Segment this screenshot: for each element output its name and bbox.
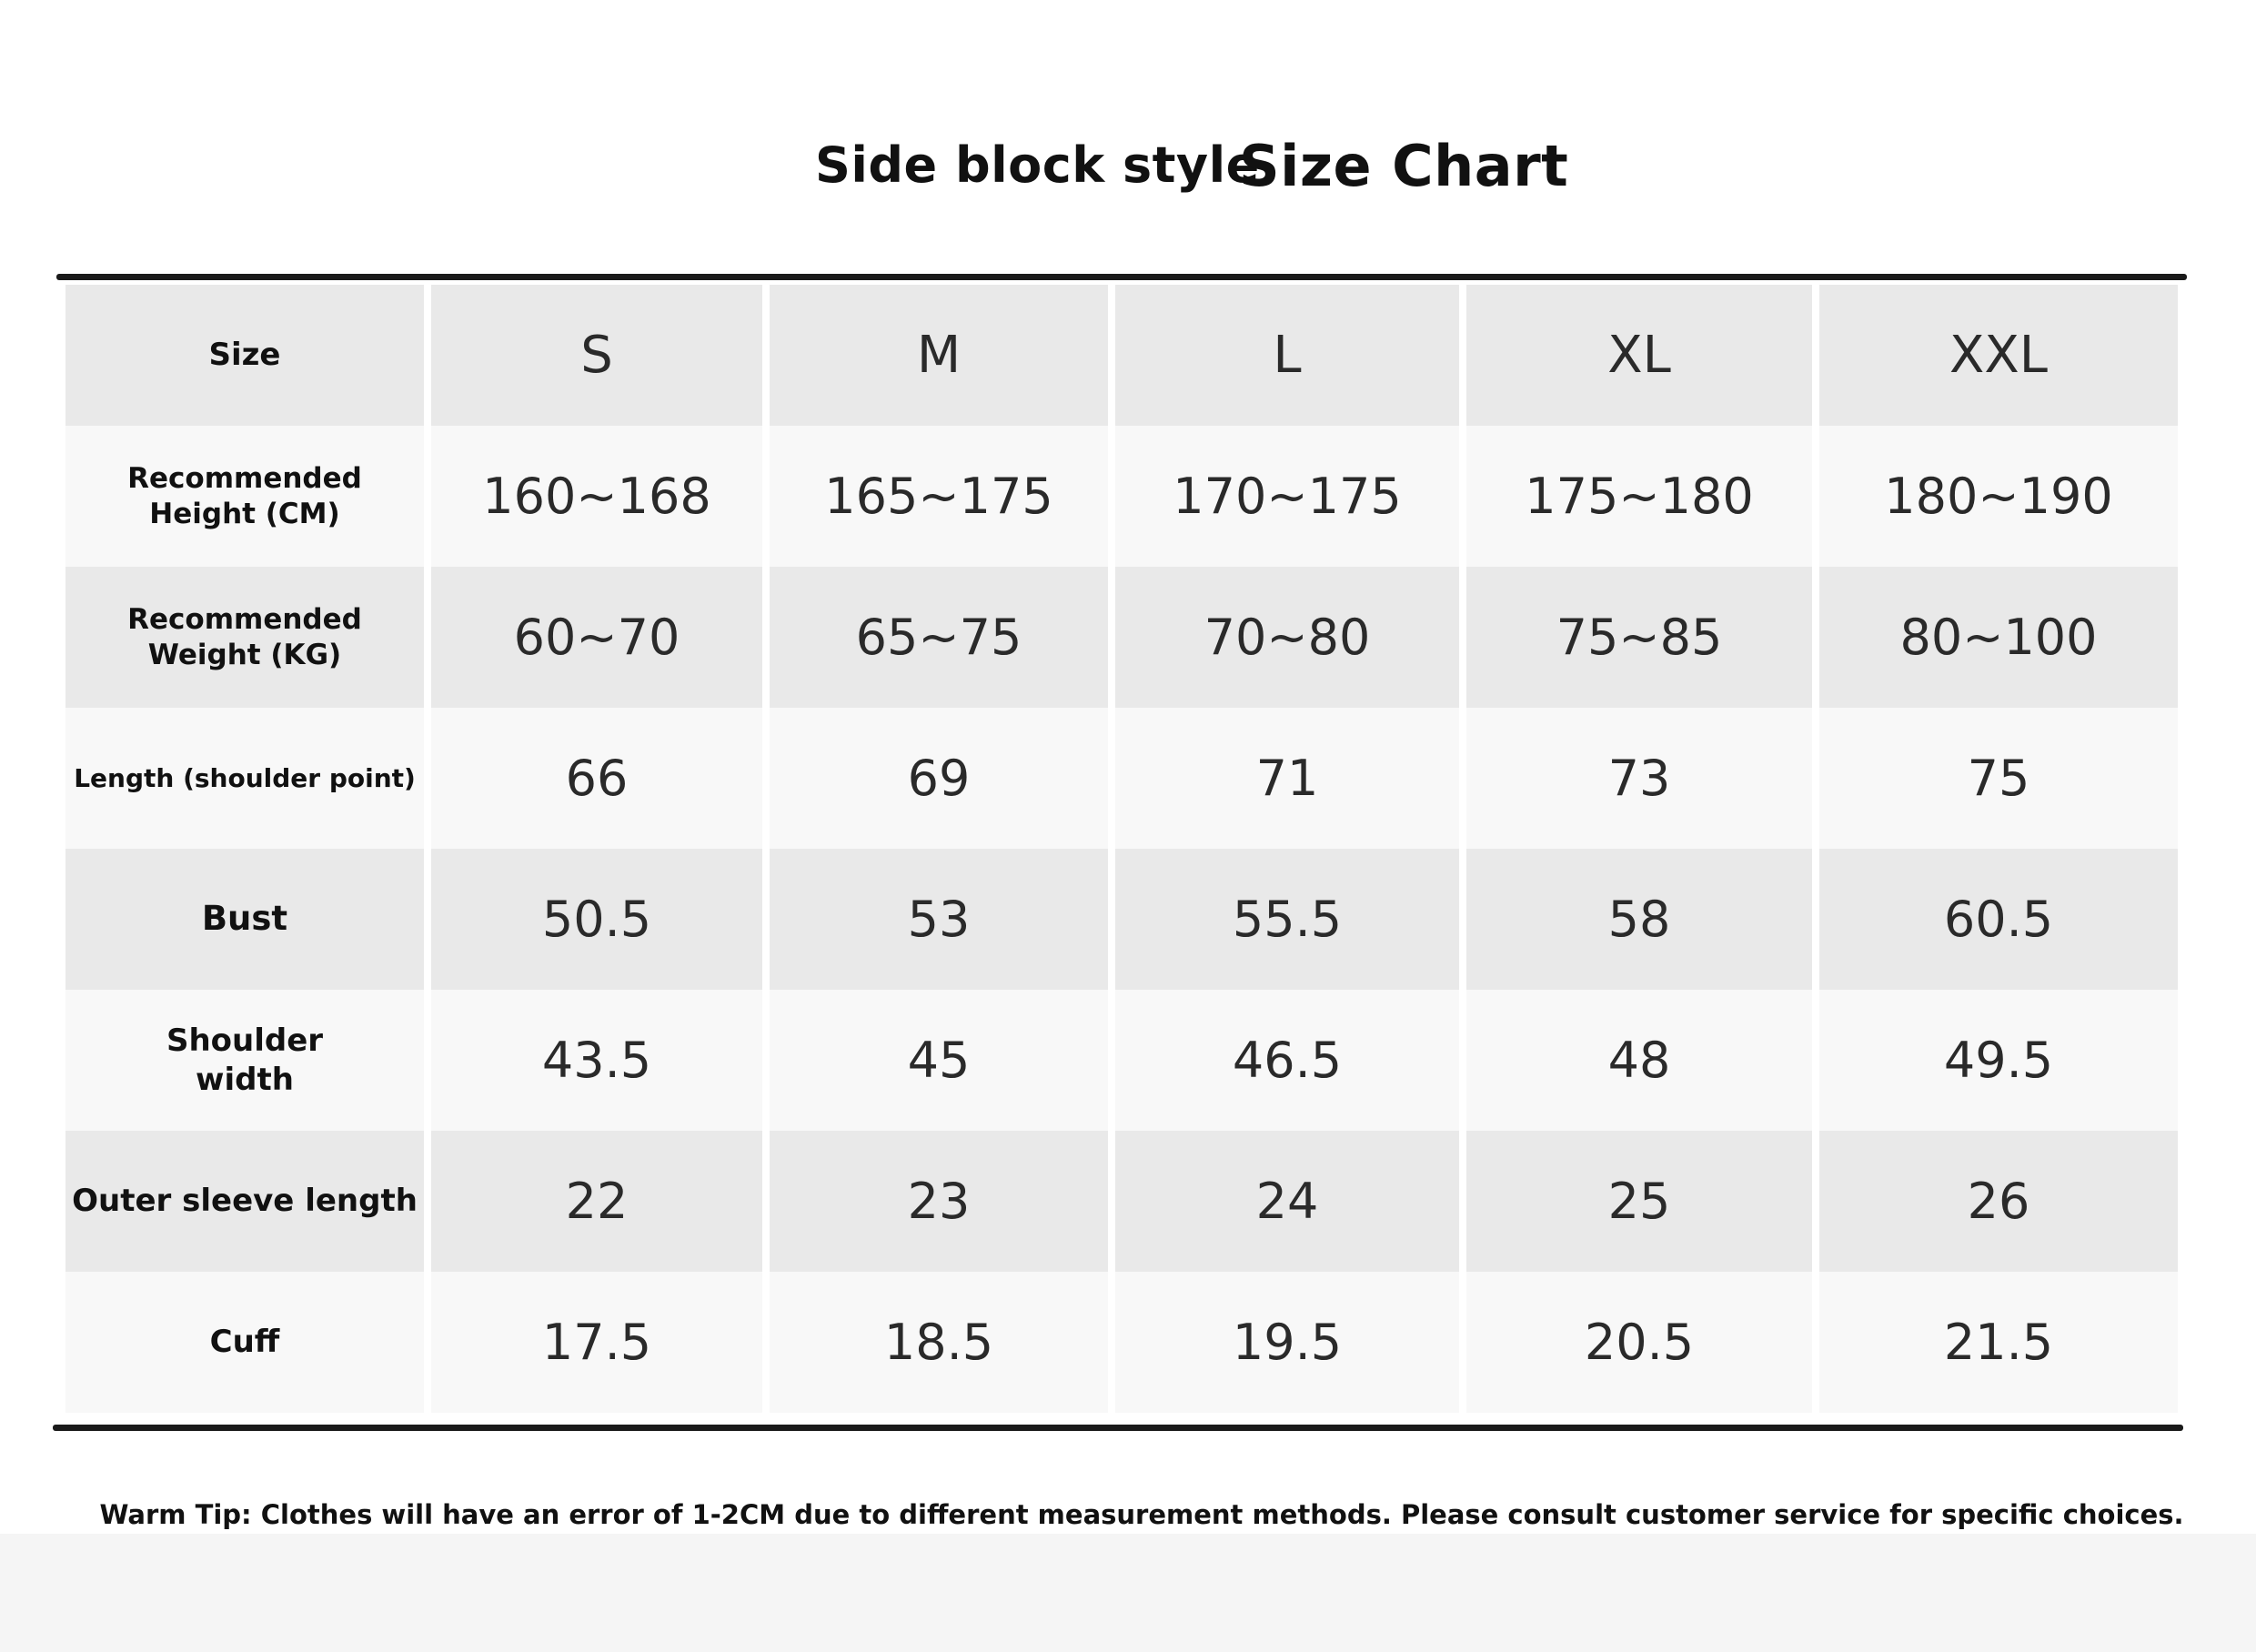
value: 73 [1607,750,1671,807]
value-cell [431,1272,770,1413]
value-cell [1466,567,1819,708]
value: 43.5 [541,1032,652,1089]
value-cell [431,990,770,1131]
value: 45 [907,1032,971,1089]
row-label: Cuff [209,1324,280,1361]
value: 53 [907,891,971,948]
value-cell [1819,849,2178,990]
value-cell [770,1272,1115,1413]
value-cell [770,567,1115,708]
value: 175~180 [1525,468,1754,525]
value: 20.5 [1584,1314,1695,1371]
value: 70~80 [1204,609,1371,666]
value-cell [1115,1272,1466,1413]
value: 48 [1607,1032,1671,1089]
row-label: Length (shoulder point) [74,763,416,793]
value: 55.5 [1232,891,1343,948]
value: 25 [1607,1173,1671,1230]
value-cell [1819,567,2178,708]
value-cell [770,990,1115,1131]
size-table [65,285,2178,1422]
value: 19.5 [1232,1314,1343,1371]
row-label: Shoulder width [166,1022,324,1098]
value-cell [770,708,1115,849]
value: 58 [1607,891,1671,948]
row-label-cell [65,567,431,708]
value-cell [1466,708,1819,849]
size-m: M [916,326,962,385]
value-cell [1466,426,1819,567]
value: 49.5 [1943,1032,2054,1089]
value: 17.5 [541,1314,652,1371]
size-xl: XL [1607,326,1671,385]
value: 22 [565,1173,629,1230]
value-cell [1115,567,1466,708]
value: 71 [1255,750,1319,807]
header-label-cell [65,285,431,426]
value-cell [1466,990,1819,1131]
value-cell [431,849,770,990]
value: 66 [565,750,629,807]
value-cell [1466,1131,1819,1272]
value-cell [1115,849,1466,990]
row-label-cell [65,849,431,990]
value-cell [1819,426,2178,567]
size-chart-title: Size Chart [1239,133,1569,199]
header-label: Size [208,337,281,374]
value: 65~75 [855,609,1022,666]
value-cell [1115,426,1466,567]
value-cell [431,426,770,567]
value: 80~100 [1899,609,2098,666]
value-cell [1466,1272,1819,1413]
row-label-cell [65,708,431,849]
row-label-cell [65,426,431,567]
row-label: Outer sleeve length [72,1183,418,1220]
value: 23 [907,1173,971,1230]
value-cell [1819,1131,2178,1272]
value: 160~168 [482,468,711,525]
header-size-cell [1819,285,2178,426]
value-cell [1819,708,2178,849]
value-cell [1115,990,1466,1131]
value: 60.5 [1943,891,2054,948]
size-l: L [1273,326,1302,385]
value-cell [770,849,1115,990]
value-cell [770,1131,1115,1272]
value: 69 [907,750,971,807]
table-top-rule [56,274,2187,280]
warm-tip-text: Warm Tip: Clothes will have an error of 1-2CM due to different measurement methods. Please consult customer service for specific choices. [99,1499,2184,1530]
value: 26 [1967,1173,2030,1230]
value: 170~175 [1173,468,1402,525]
value-cell [1819,990,2178,1131]
header-size-cell [770,285,1115,426]
value: 21.5 [1943,1314,2054,1371]
value: 24 [1255,1173,1319,1230]
value: 50.5 [541,891,652,948]
row-label-cell [65,1272,431,1413]
size-s: S [580,326,613,385]
header-size-cell [431,285,770,426]
value: 75 [1967,750,2030,807]
row-label-cell [65,990,431,1131]
value-cell [431,708,770,849]
value: 180~190 [1884,468,2113,525]
value-cell [431,567,770,708]
table-bottom-rule [53,1425,2183,1431]
row-label: Recommended Height (CM) [127,461,362,530]
row-label: Bust [201,899,288,939]
header-size-cell [1115,285,1466,426]
value-cell [1115,1131,1466,1272]
value-cell [431,1131,770,1272]
style-title: Side block style [815,136,1260,194]
bottom-background-band [0,1534,2256,1652]
value: 60~70 [513,609,680,666]
value-cell [770,426,1115,567]
row-label: Recommended Weight (KG) [127,602,362,671]
value-cell [1819,1272,2178,1413]
value: 165~175 [824,468,1053,525]
row-label-cell [65,1131,431,1272]
value: 18.5 [883,1314,994,1371]
value-cell [1115,708,1466,849]
header-size-cell [1466,285,1819,426]
value-cell [1466,849,1819,990]
value: 46.5 [1232,1032,1343,1089]
value: 75~85 [1556,609,1723,666]
size-xxl: XXL [1949,326,2048,385]
